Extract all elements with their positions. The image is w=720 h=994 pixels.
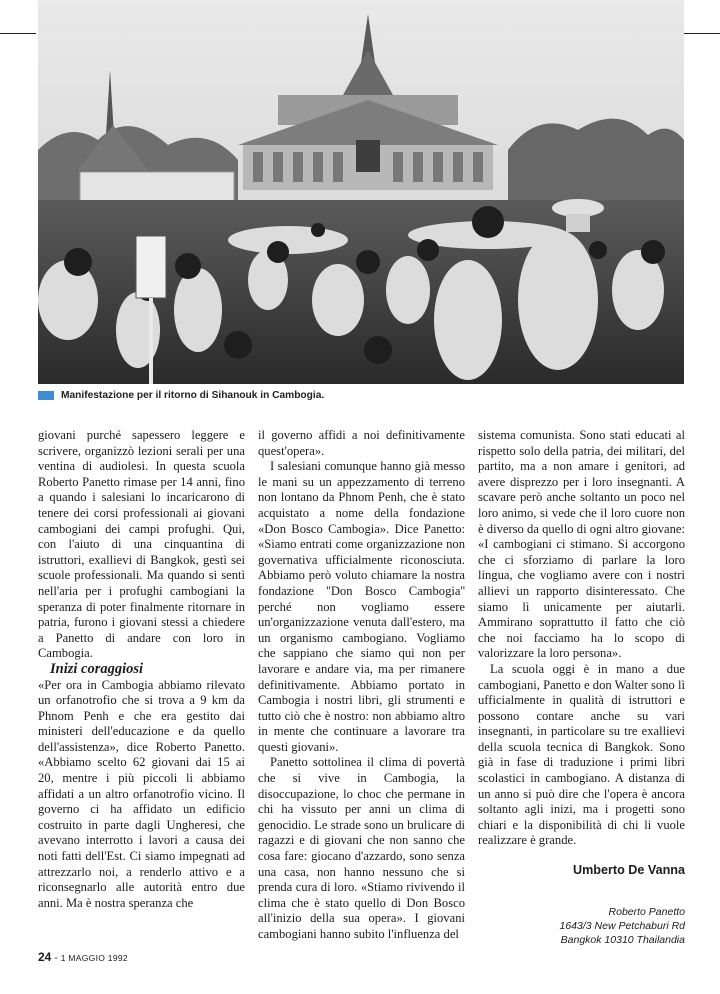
article-photo bbox=[38, 0, 684, 384]
text-column-2 bbox=[258, 428, 465, 943]
contact-address bbox=[478, 905, 685, 947]
text-column-1 bbox=[38, 428, 245, 911]
photo-crowd-scene bbox=[38, 0, 684, 384]
address-line: 1643/3 New Petchaburi Rd bbox=[559, 919, 685, 932]
photo-caption bbox=[38, 388, 324, 402]
folio-separator: - bbox=[51, 952, 61, 964]
top-rule-left bbox=[0, 33, 36, 34]
text-column-3 bbox=[478, 428, 685, 947]
caption-marker bbox=[38, 391, 54, 400]
paragraph: «Per ora in Cambogia abbiamo rilevato un orfanotrofio che si trova a 9 km da Phnom Penh e che era gestito dai ministeri dell'educazione e da quello dell'assistenza», dice Roberto Panetto. «Abbiamo scelto 62 giovani dai 15 ai 20, mentre i più piccoli li abbiamo affidati a un altro orfanotrofio vicino. Il governo ci ha affidato un edificio costruito in parte dagli Ungheresi, che avevano interrotto i lavori a causa dei noti fatti dell'Est. Ci siamo impegnati ad attrezzarlo noi, a renderlo attivo e a riconsegnarlo alle autorità entro due anni. Ma è nostra speranza che bbox=[38, 677, 245, 910]
issue-date: 1 MAGGIO 1992 bbox=[60, 953, 128, 963]
paragraph: Panetto sottolinea il clima di povertà che si vive in Cambogia, la disoccupazione, lo choc che permane in chi ha vissuto per anni un clima di genocidio. Le strade sono un brulicare di ragazzi e di giovani che non sanno che cosa fare: giocano d'azzardo, sono senza una casa, non hanno nessuno che si prenda cura di loro. «Stiamo rivivendo il clima che è stato quello di Don Bosco all'inizio della sua opera». I giovani cambogiani hanno subito l'influenza del bbox=[258, 755, 465, 941]
address-line: Bangkok 10310 Thailandia bbox=[560, 933, 685, 946]
paragraph: il governo affidi a noi definitivamente quest'opera». bbox=[258, 428, 465, 458]
address-line: Roberto Panetto bbox=[608, 905, 685, 918]
paragraph: sistema comunista. Sono stati educati al rispetto solo della patria, dei militari, del partito, ma a non amare i genitori, ad avere disprezzo per i loro insegnanti. A scavare però anche soltanto un poco nel loro animo, si vede che il loro cuore non è diverso da quello di ogni altro giovane: «I cambogiani ci stimano. Si accorgono che ci sforziamo di parlare la loro lingua, che vogliamo avere con i nostri allievi un rapporto disinteressato. Che siamo lì unicamente per aiutarli. Ammirano soprattutto il fatto che ciò che noi facciamo ha lo scopo di valorizzare la loro persona». bbox=[478, 428, 685, 661]
page-number: 24 bbox=[38, 950, 52, 964]
section-heading: Inizi coraggiosi bbox=[50, 660, 144, 677]
author-name: Umberto De Vanna bbox=[573, 863, 685, 878]
page-folio bbox=[38, 950, 128, 964]
paragraph: I salesiani comunque hanno già messo le mani su un appezzamento di terreno non lontano da Phnom Penh, che è stato acquistato a nome della fondazione «Don Bosco Cambogia». Dice Panetto: «Siamo entrati come organizzazione non governativa ufficialmente riconosciuta. Abbiamo però voluto chiamare la nostra fondazione ''Don Bosco Cambogia'' perché non vogliamo essere un'organizzazione venuta dall'estero, ma un organismo cambogiano. Vogliamo che sappiano che siamo qui non per lavorare e andare via, ma per rimanere definitivamente. Abbiamo portato in Cambogia i nostri libri, gli strumenti e tutto ciò che è nostro: non abbiamo altro in mente che continuare a lavorare tra questi giovani». bbox=[258, 459, 465, 754]
paragraph: giovani purché sapessero leggere e scrivere, organizzò lezioni serali per una ventina di audiolesi. In questa scuola Roberto Panetto rimase per 14 anni, fino a quando i salesiani lo incaricarono di tenere dei corsi professionali ai giovani cambogiani dei campi profughi. Qui, con l'aiuto di una cinquantina di istruttori, exallievi di Bangkok, gestì sei scuole professionali. Ma quando si sentì nell'aria per i profughi cambogiani la speranza di poter finalmente ritornare in patria, furono i giovani stessi a chiedere a Panetto di andare con loro in Cambogia. bbox=[38, 428, 245, 661]
paragraph: La scuola oggi è in mano a due cambogiani, Panetto e don Walter sono lì ufficialmente in qualità di istruttori e possono contare anche su vari insegnanti, in particolare su tre exallievi della scuola tecnica di Bangkok. Sono già in fase di traduzione i primi libri scolastici in cambogiano. A distanza di un anno si può dire che l'opera è ancora soltanto agli inizi, ma i progetti sono chiari e la disponibilità di chi li vuole realizzare è grande. bbox=[478, 661, 685, 848]
caption-text: Manifestazione per il ritorno di Sihanouk in Cambogia. bbox=[61, 389, 325, 401]
top-rule-right bbox=[684, 33, 720, 34]
